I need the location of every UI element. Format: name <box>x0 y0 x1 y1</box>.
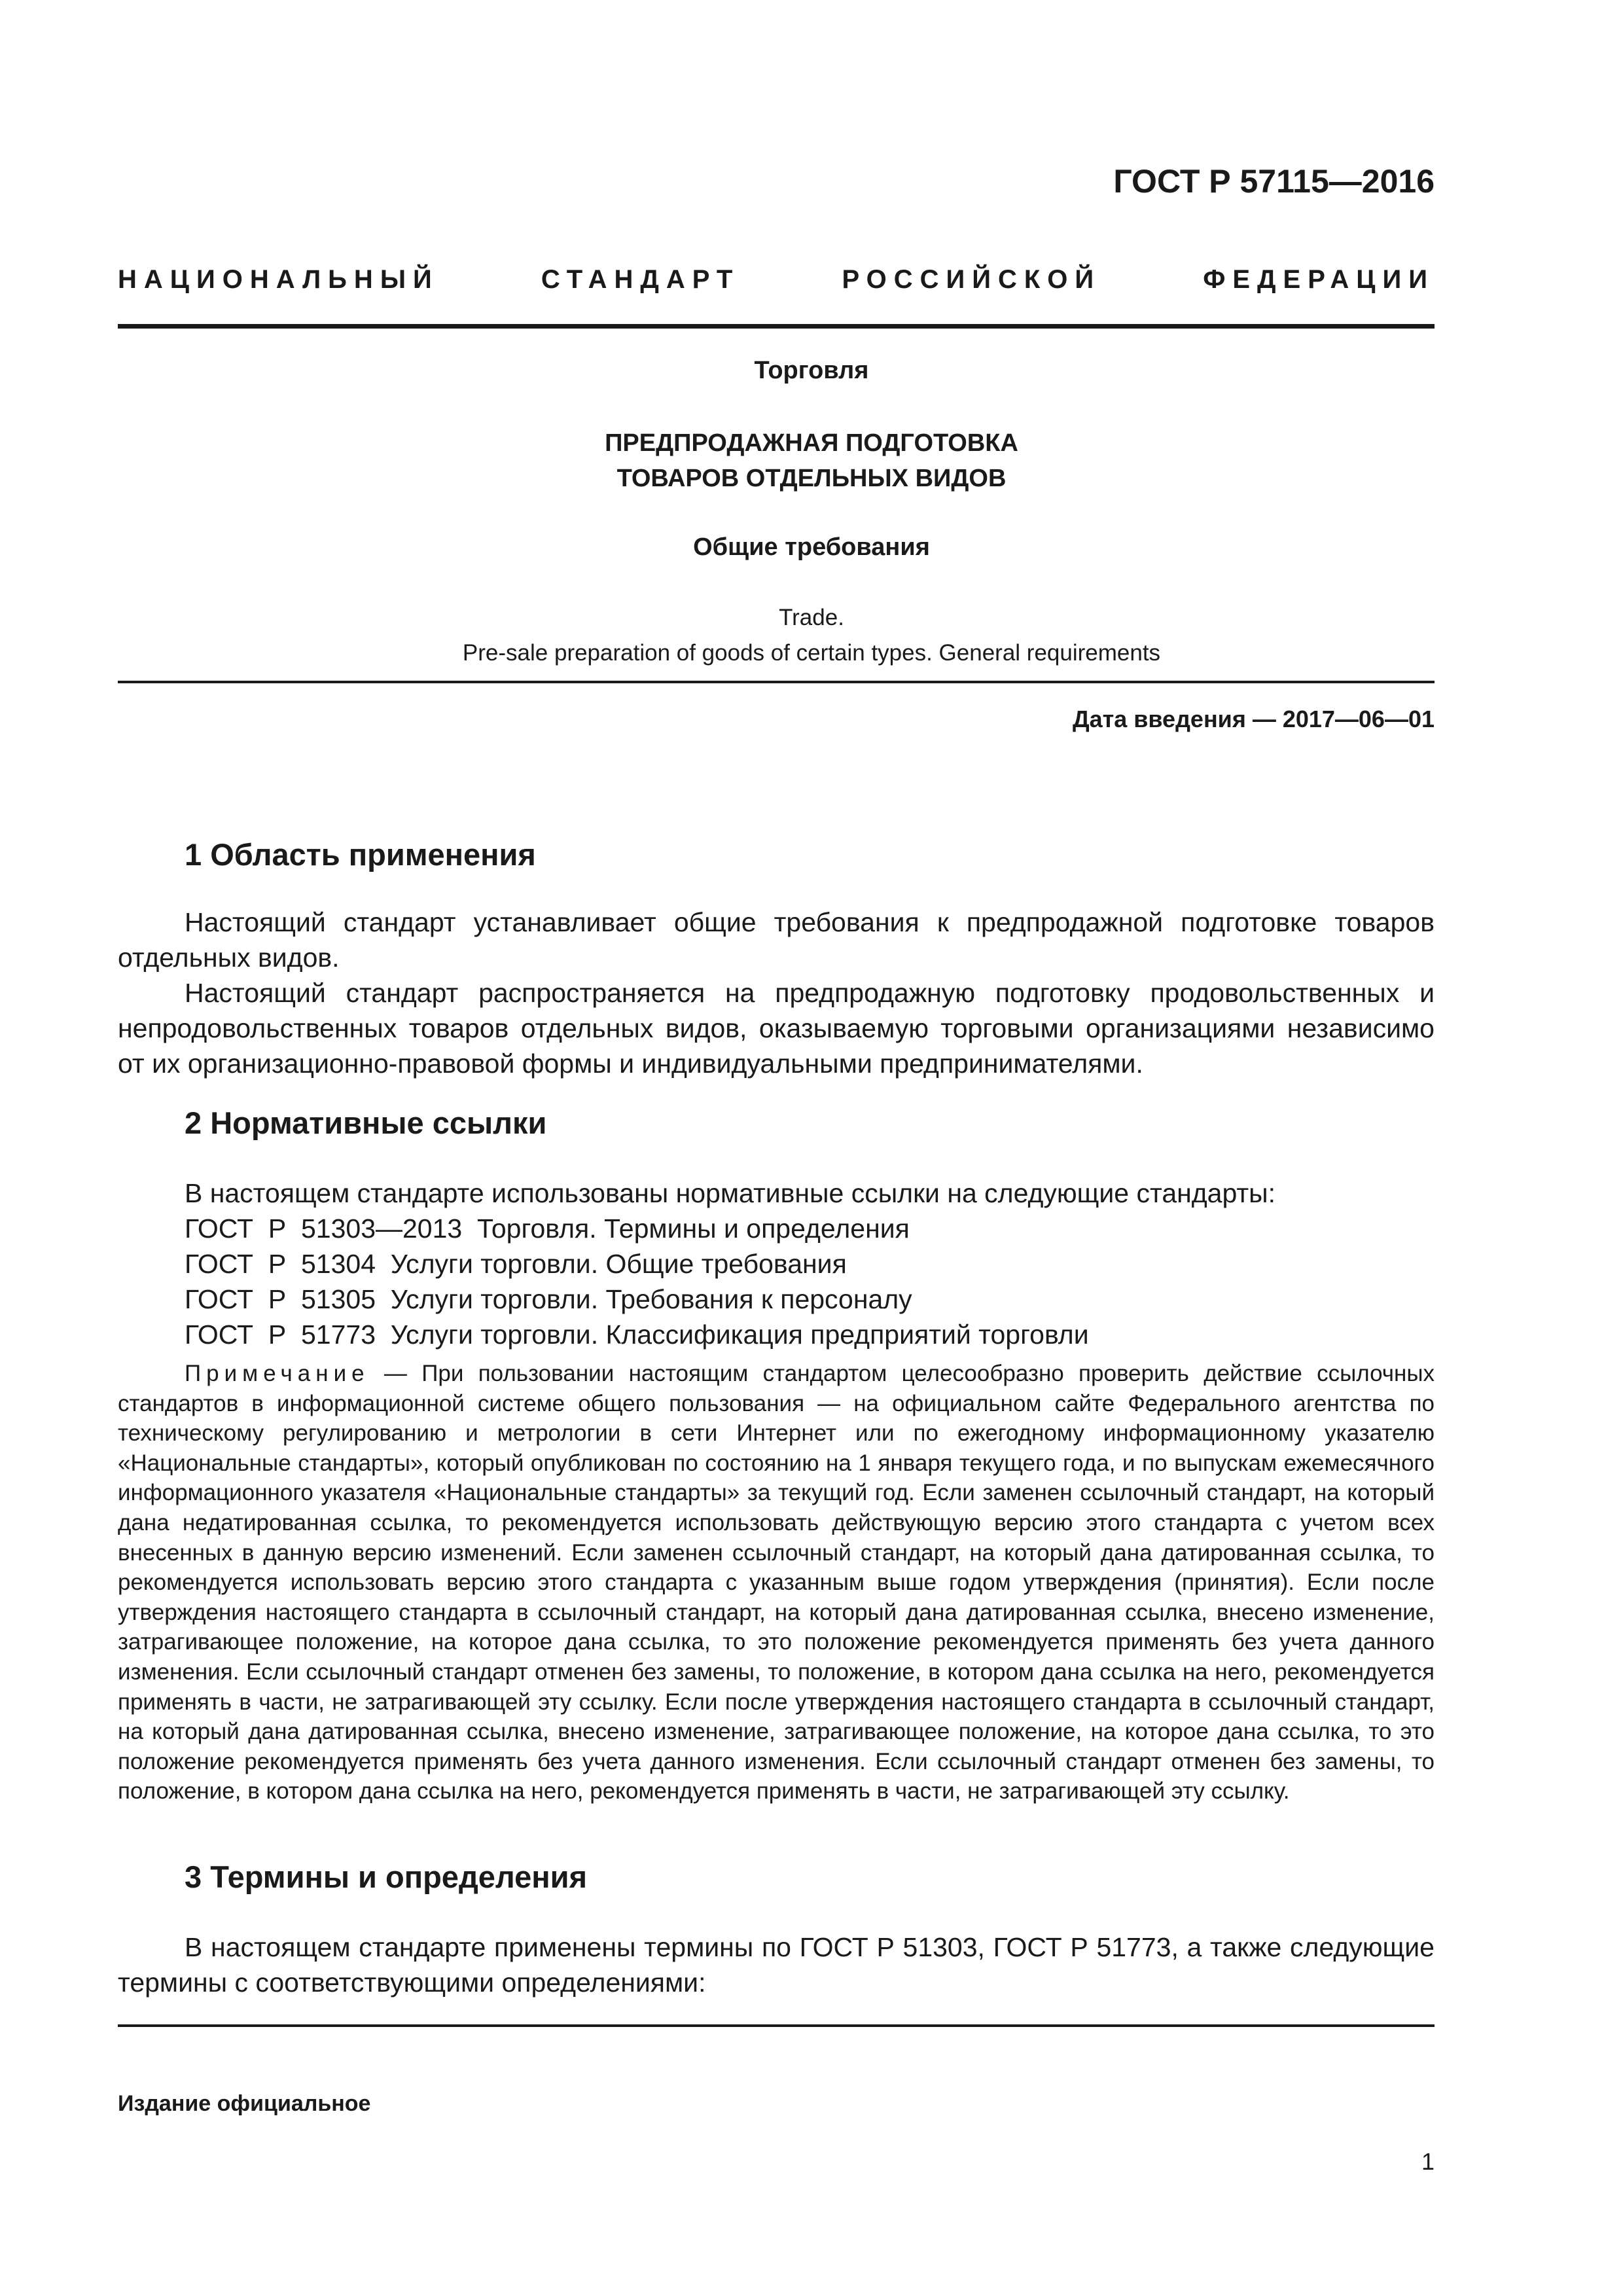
document-main-title <box>0 425 1623 496</box>
paragraph-text: Настоящий стандарт распространяется на предпродажную подготовку продовольственных и непродовольственных товаров отдельных видов, оказываемую торговыми организациями независимо от их организационно-правовой формы и индивидуальными предпринимателями. <box>118 978 1435 1079</box>
section-heading-terms: 3 Термины и определения <box>185 1859 587 1894</box>
section-heading-scope: 1 Область применения <box>185 837 536 872</box>
national-title-word: СТАНДАРТ <box>541 265 740 294</box>
paragraph-text: Настоящий стандарт устанавливает общие требования к предпродажной подготовке товаров отдельных видов. <box>118 907 1435 973</box>
document-code: ГОСТ Р 57115—2016 <box>1113 163 1435 200</box>
national-standard-title <box>118 265 1435 295</box>
document-topic: Торговля <box>754 357 869 384</box>
english-title <box>0 600 1623 671</box>
paragraph <box>118 975 1435 1081</box>
section-heading-normative-references: 2 Нормативные ссылки <box>185 1105 547 1140</box>
note <box>118 1359 1435 1806</box>
paragraph-text: В настоящем стандарте применены термины по ГОСТ Р 51303, ГОСТ Р 51773, а также следующие термины с соответствующими определениями: <box>118 1932 1435 1998</box>
official-edition-label: Издание официальное <box>118 2091 371 2116</box>
english-title-line: Pre-sale preparation of goods of certain types. General requirements <box>462 640 1161 666</box>
reference-item: ГОСТ Р 51303—2013 Торговля. Термины и определения <box>185 1213 910 1244</box>
reference-item: ГОСТ Р 51773 Услуги торговли. Классификация предприятий торговли <box>185 1319 1089 1350</box>
page-number: 1 <box>1421 2148 1435 2175</box>
note-text: — При пользовании настоящим стандартом целесообразно проверить действие ссылочных стандартов в информационной системе общего пользования — на официальном сайте Федерального агентства по техническому регулированию и метрологии в сети Интернет или по ежегодному информационному указателю «Национальные стандарты», который опубликован по состоянию на 1 января текущего года, и по выпускам ежемесячного информационного указателя «Национальные стандарты» за текущий год. Если заменен ссылочный стандарт, на который дана недатированная ссылка, то рекомендуется использовать действующую версию этого стандарта с учетом всех внесенных в данную версию изменений. Если заменен ссылочный стандарт, на который дана датированная ссылка, то рекомендуется использовать версию этого стандарта с указанным выше годом утверждения (принятия). Если после утверждения настоящего стандарта в ссылочный стандарт, на который дана датированная ссылка, внесено изменение, затрагивающее положение, на которое дана ссылка, то это положение рекомендуется применять без учета данного изменения. Если ссылочный стандарт отменен без замены, то положение, в котором дана ссылка на него, рекомендуется применять в части, не затрагивающей эту ссылку. Если после утверждения настоящего стандарта в ссылочный стандарт, на который дана датированная ссылка, внесено изменение, затрагивающее положение, на которое дана ссылка, то это положение рекомендуется применять без учета данного изменения. Если ссылочный стандарт отменен без замены, то положение, в котором дана ссылка на него, рекомендуется применять в части, не затрагивающей эту ссылку. <box>118 1361 1435 1804</box>
document-subtitle: Общие требования <box>693 533 930 561</box>
footer-rule <box>118 2024 1435 2027</box>
paragraph <box>118 1929 1435 2000</box>
main-title-line: ТОВАРОВ ОТДЕЛЬНЫХ ВИДОВ <box>616 465 1007 492</box>
reference-item: ГОСТ Р 51305 Услуги торговли. Требования к персоналу <box>185 1284 912 1314</box>
national-title-word: НАЦИОНАЛЬНЫЙ <box>118 265 439 294</box>
header-thick-rule <box>118 324 1435 329</box>
paragraph-text: В настоящем стандарте использованы нормативные ссылки на следующие стандарты: <box>185 1178 1276 1208</box>
national-title-word: РОССИЙСКОЙ <box>842 265 1101 294</box>
introduction-date: Дата введения — 2017—06—01 <box>1072 706 1435 732</box>
national-title-word: ФЕДЕРАЦИИ <box>1203 265 1435 294</box>
note-label: Примечание <box>185 1361 370 1386</box>
english-title-line: Trade. <box>779 605 844 630</box>
main-title-line: ПРЕДПРОДАЖНАЯ ПОДГОТОВКА <box>605 429 1018 457</box>
paragraph <box>118 905 1435 975</box>
title-rule <box>118 681 1435 683</box>
reference-item: ГОСТ Р 51304 Услуги торговли. Общие требования <box>185 1249 847 1279</box>
